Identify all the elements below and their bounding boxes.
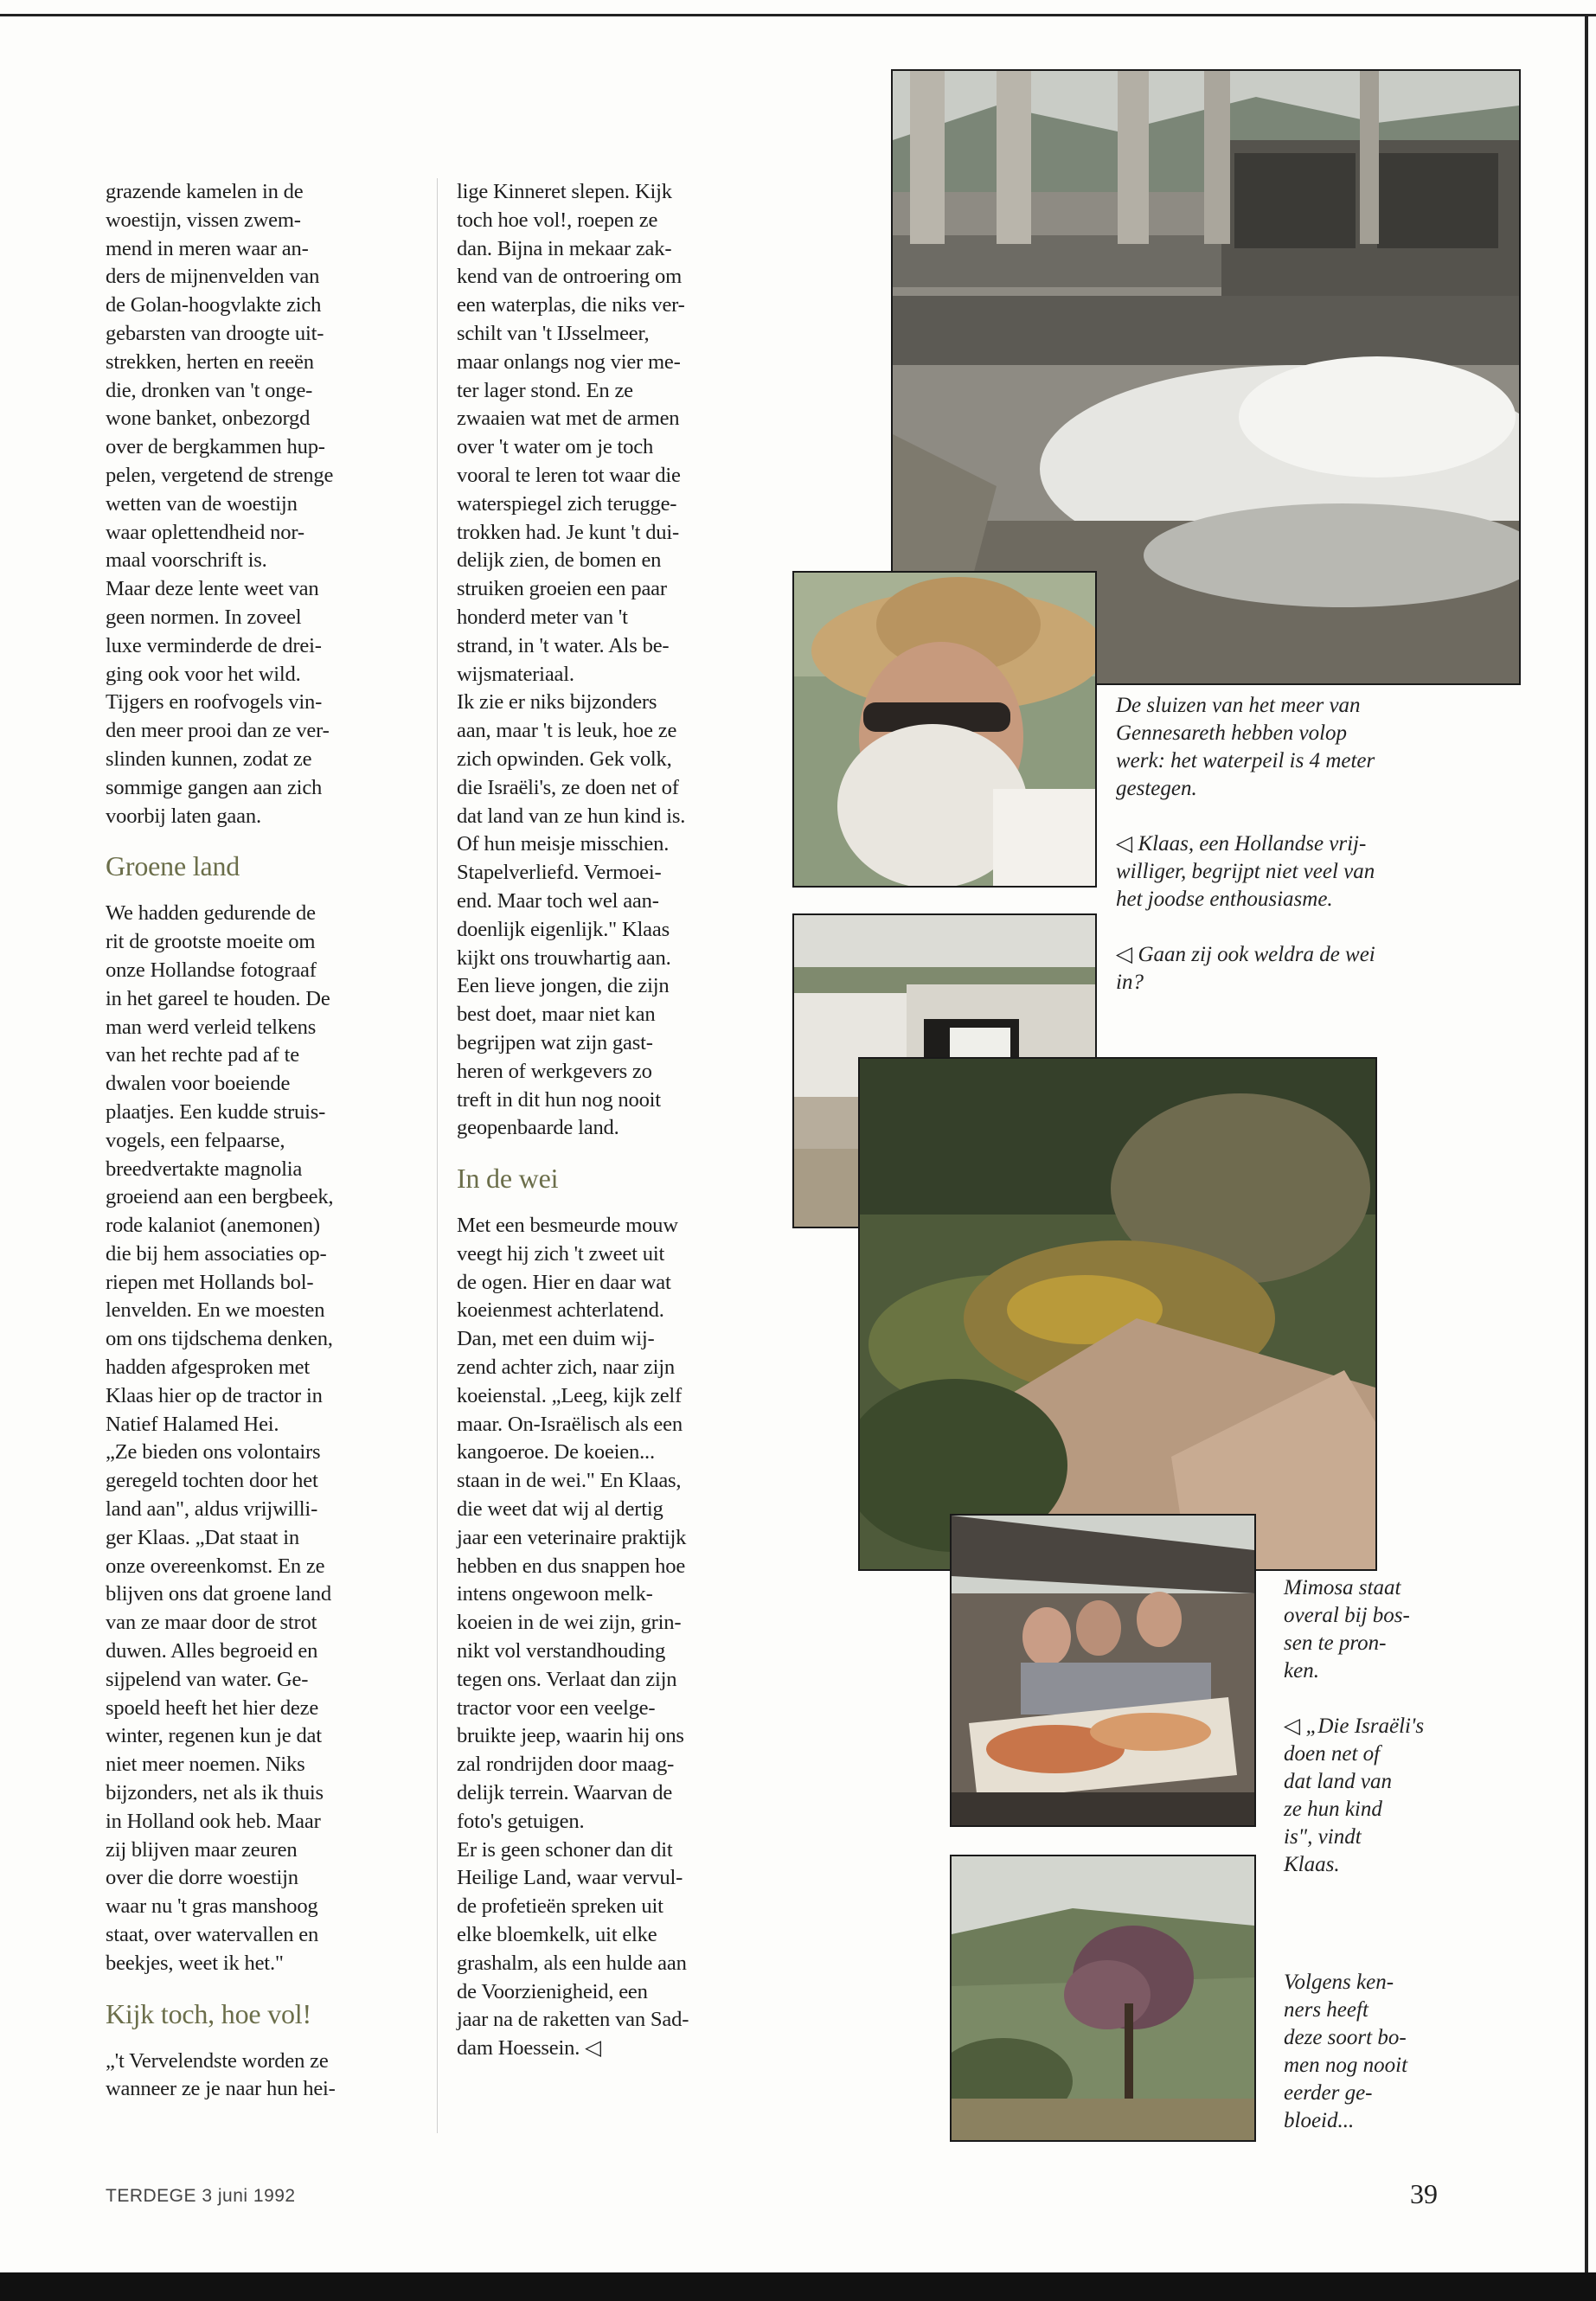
photo-market bbox=[950, 1514, 1256, 1827]
caption-mimosa: Mimosa staat overal bij bos- sen te pron- ken. bbox=[1284, 1576, 1410, 1682]
caption-sluices-block bbox=[1116, 692, 1471, 1024]
article-column-1 bbox=[106, 178, 417, 2104]
footer-magazine-date: TERDEGE 3 juni 1992 bbox=[106, 2186, 296, 2206]
photo-mimosa-hillside bbox=[858, 1057, 1377, 1571]
caption-mimosa-block bbox=[1284, 1574, 1474, 1907]
caption-bomen-block bbox=[1284, 1969, 1474, 2163]
bottom-band bbox=[0, 2272, 1596, 2301]
col2-paragraph-1: lige Kinneret slepen. Kijk toch hoe vol!, roepen ze dan. Bijna in mekaar zak- kend van de ontroering om een waterplas, die niks ver- schilt van 't IJsselmeer, maar onlangs nog vier me- ter lager stond. En ze zwaaien wat met de armen over 't water om je toch vooral te leren tot waar die waterspiegel zich terugge- trokken had. Je kunt 't dui- delijk zien, de bomen en struiken groeien een paar honderd meter van 't strand, in 't water. Als be- wijsmateriaal. Ik zie er niks bijzonders aan, maar 't is leuk, hoe ze zich opwinden. Gek volk, die Israëli's, ze doen net of dat land van ze hun kind is. Of hun meisje misschien. Stapelverliefd. Vermoei- end. Maar toch wel aan- doenlijk eigenlijk." Klaas kijkt ons trouwhartig aan. Een lieve jongen, die zijn best doet, maar niet kan begrijpen wat zijn gast- heren of werkgevers zo treft in dit hun nog nooit geopenbaarde land. bbox=[457, 180, 686, 1140]
article-column-2 bbox=[457, 178, 779, 2063]
col1-paragraph-3: „'t Vervelendste worden ze wanneer ze je naar hun hei- bbox=[106, 2048, 336, 2101]
caption-israeli: ◁ „Die Israëli's doen net of dat land van ze hun kind is", vindt Klaas. bbox=[1284, 1715, 1425, 1876]
heading-groene-land: Groene land bbox=[106, 850, 240, 882]
col1-paragraph-1: grazende kamelen in de woestijn, vissen zwem- mend in meren waar an- ders de mijnenvelden van de Golan-hoogvlakte zich gebarsten van droogte uit- strekken, herten en reeën die, dronken van 't onge- wone banket, onbezorgd over de bergkammen hup- pelen, vergetend de strenge wetten van de woestijn waar oplettendheid nor- maal voorschrift is. Maar deze lente weet van geen normen. In zoveel luxe verminderde de drei- ging ook voor het wild. Tijgers en roofvogels vin- den meer prooi dan ze ver- slinden kunnen, zodat ze sommige gangen aan zich voorbij laten gaan. bbox=[106, 180, 334, 828]
caption-bomen: Volgens ken- ners heeft deze soort bo- men nog nooit eerder ge- bloeid... bbox=[1284, 1971, 1408, 2132]
col1-paragraph-2: We hadden gedurende de rit de grootste moeite om onze Hollandse fotograaf in het gareel te houden. De man werd verleid telkens van het rechte pad af te dwalen voor boeiende plaatjes. Een kudde struis- vogels, een felpaarse, breedvertakte magnolia groeiend aan een bergbeek, rode kalaniot (anemonen) die bij hem associaties op- riepen met Hollands bol- lenvelden. En we moesten om ons tijdschema denken, hadden afgesproken met Klaas hier op de tractor in Natief Halamed Hei. „Ze bieden ons volontairs geregeld tochten door het land aan", aldus vrijwilli- ger Klaas. „Dat staat in onze overeenkomst. En ze blijven ons dat groene land van ze maar door de strot duwen. Alles begroeid en sijpelend van water. Ge- spoeld heeft het hier deze winter, regenen kun je dat niet meer noemen. Niks bijzonders, net als ik thuis in Holland ook heb. Maar zij blijven maar zeuren over die dorre woestijn waar nu 't gras manshoog staat, over watervallen en beekjes, weet ik het." bbox=[106, 901, 334, 1975]
caption-klaas: ◁ Klaas, een Hollandse vrij- williger, begrijpt niet veel van het joodse enthousiasme. bbox=[1116, 832, 1375, 911]
page-number: 39 bbox=[1410, 2178, 1438, 2209]
column-divider bbox=[437, 178, 438, 2133]
photo-flowering-tree bbox=[950, 1855, 1256, 2142]
col2-paragraph-2: Met een besmeurde mouw veegt hij zich 't zweet uit de ogen. Hier en daar wat koeienmest achterlatend. Dan, met een duim wij- zend achter zich, naar zijn koeienstal. „Leeg, kijk zelf maar. On-Israëlisch als een kangoeroe. De koeien... staan in de wei." En Klaas, die weet dat wij al dertig jaar een veterinaire praktijk hebben en dus snappen hoe intens ongewoon melk- koeien in de wei zijn, grin- nikt vol verstandhouding tegen ons. Verlaat dan zijn tractor voor een veelge- bruikte jeep, waarin hij ons zal rondrijden door maag- delijk terrein. Waarvan de foto's getuigen. Er is geen schoner dan dit Heilige Land, waar vervul- de profetieën spreken uit elke bloemkelk, uit elke grashalm, als een hulde aan de Voorzienigheid, een jaar na de raketten van Sad- dam Hoessein. ◁ bbox=[457, 1214, 689, 2061]
caption-wei: ◁ Gaan zij ook weldra de wei in? bbox=[1116, 943, 1375, 994]
photo-klaas bbox=[792, 571, 1097, 888]
right-rule bbox=[1585, 14, 1588, 2280]
top-rule bbox=[0, 14, 1596, 16]
caption-sluices: De sluizen van het meer van Gennesareth hebben volop werk: het waterpeil is 4 meter gestegen. bbox=[1116, 694, 1375, 800]
heading-in-de-wei: In de wei bbox=[457, 1163, 559, 1195]
heading-kijk-toch: Kijk toch, hoe vol! bbox=[106, 1997, 311, 2029]
